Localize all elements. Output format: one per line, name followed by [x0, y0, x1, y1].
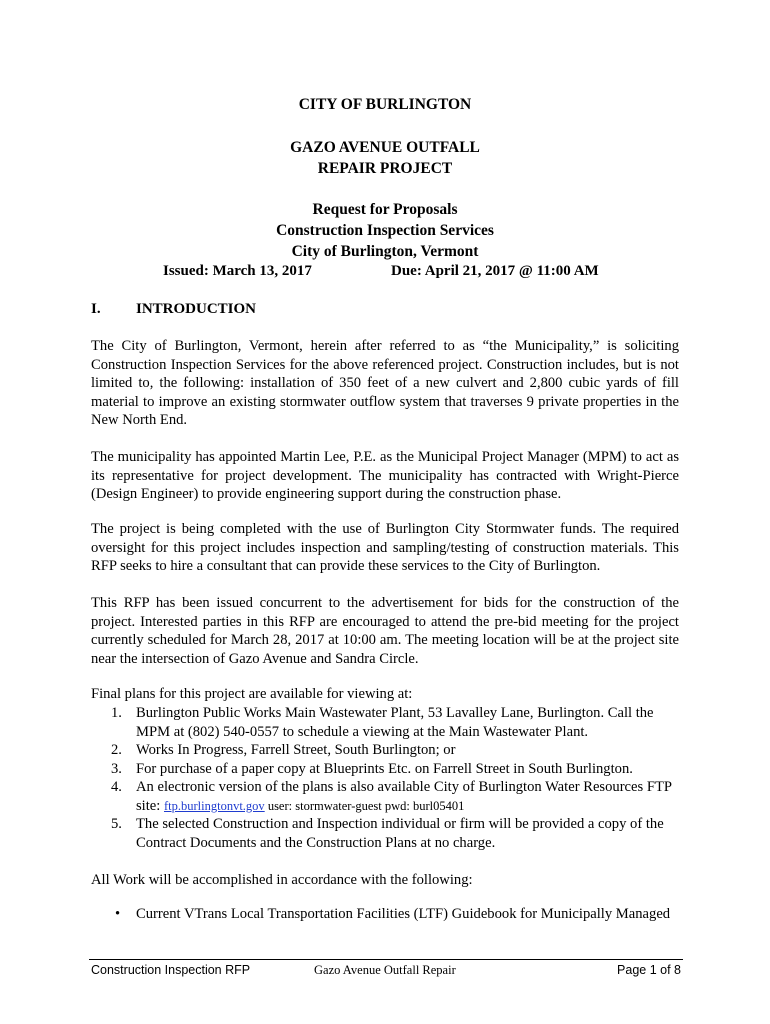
rfp-title-line3: City of Burlington, Vermont — [291, 243, 479, 260]
paragraph-intro: The City of Burlington, Vermont, herein after referred to as “the Municipality,” is soliciting Construction Inspection Services for the above referenced project. Construction includes, but is not limited to, the following: installation of 350 feet of a new culvert and 2,800 cubic yards of fill material to improve an existing stormwater outflow system that traverses 9 private properties in the New North End. — [91, 338, 679, 428]
list-item — [91, 778, 679, 815]
footer-center: Gazo Avenue Outfall Repair — [314, 963, 456, 977]
ftp-credentials: user: stormwater-guest pwd: burl05401 — [264, 798, 465, 813]
rfp-title-line1: Request for Proposals — [312, 201, 458, 218]
ftp-link[interactable]: ftp.burlingtonvt.gov — [163, 798, 265, 813]
paragraph-mpm: The municipality has appointed Martin Lee, P.E. as the Municipal Project Manager (MPM) to act as its representative for project development. The municipality has contracted with Wright-Pierce (Design Engineer) to provide engineering support during the construction phase. — [91, 449, 679, 502]
section-title: INTRODUCTION — [136, 301, 257, 317]
due-date: Due: April 21, 2017 @ 11:00 AM — [391, 263, 599, 279]
list-number: 1. — [111, 705, 122, 721]
list-item — [91, 815, 679, 852]
footer-left: Construction Inspection RFP — [91, 963, 251, 977]
list-text: For purchase of a paper copy at Blueprints Etc. on Farrell Street in South Burlington. — [136, 760, 633, 777]
list-item — [91, 704, 679, 741]
project-title-line1: GAZO AVENUE OUTFALL — [290, 139, 480, 156]
list-text: Burlington Public Works Main Wastewater Plant, 53 Lavalley Lane, Burlington. Call the MPM at (802) 540-0557 to schedule a viewing at the Main Wastewater Plant. — [136, 705, 654, 740]
project-title-line2: REPAIR PROJECT — [317, 160, 453, 177]
paragraph-funding: The project is being completed with the use of Burlington City Stormwater funds. The required oversight for this project includes inspection and sampling/testing of construction materials. This RFP seeks to hire a consultant that can provide these services to the City of Burlington. — [91, 521, 679, 574]
list-text: Works In Progress, Farrell Street, South Burlington; or — [136, 742, 456, 758]
city-title: CITY OF BURLINGTON — [298, 96, 472, 113]
list-number: 3. — [111, 760, 122, 777]
list-number: 2. — [111, 742, 122, 758]
issued-date: Issued: March 13, 2017 — [163, 263, 312, 279]
bullet-icon: • — [115, 906, 121, 922]
list-item — [91, 741, 679, 760]
footer-page-number: Page 1 of 8 — [617, 963, 681, 977]
work-intro: All Work will be accomplished in accordance with the following: — [91, 872, 473, 888]
paragraph-prebid: This RFP has been issued concurrent to the advertisement for bids for the construction of the project. Interested parties in this RFP are encouraged to attend the pre-bid meeting for the project currently scheduled for March 28, 2017 at 10:00 am. The meeting location will be at the project site near the intersection of Gazo Avenue and Sandra Circle. — [91, 595, 679, 667]
footer-divider — [89, 959, 683, 960]
list-number: 4. — [111, 779, 122, 795]
bullet-text: Current VTrans Local Transportation Facilities (LTF) Guidebook for Municipally Managed — [136, 906, 671, 922]
list-text: The selected Construction and Inspection individual or firm will be provided a copy of the Contract Documents and the Construction Plans at no charge. — [136, 816, 664, 851]
list-item — [91, 760, 679, 779]
list-text: An electronic version of the plans is also available City of Burlington Water Resources FTP site: — [136, 779, 672, 814]
list-number: 5. — [111, 816, 122, 832]
rfp-title-line2: Construction Inspection Services — [276, 222, 494, 239]
plans-list — [91, 704, 679, 852]
plans-intro: Final plans for this project are available for viewing at: — [91, 686, 413, 702]
section-number: I. — [91, 301, 101, 317]
